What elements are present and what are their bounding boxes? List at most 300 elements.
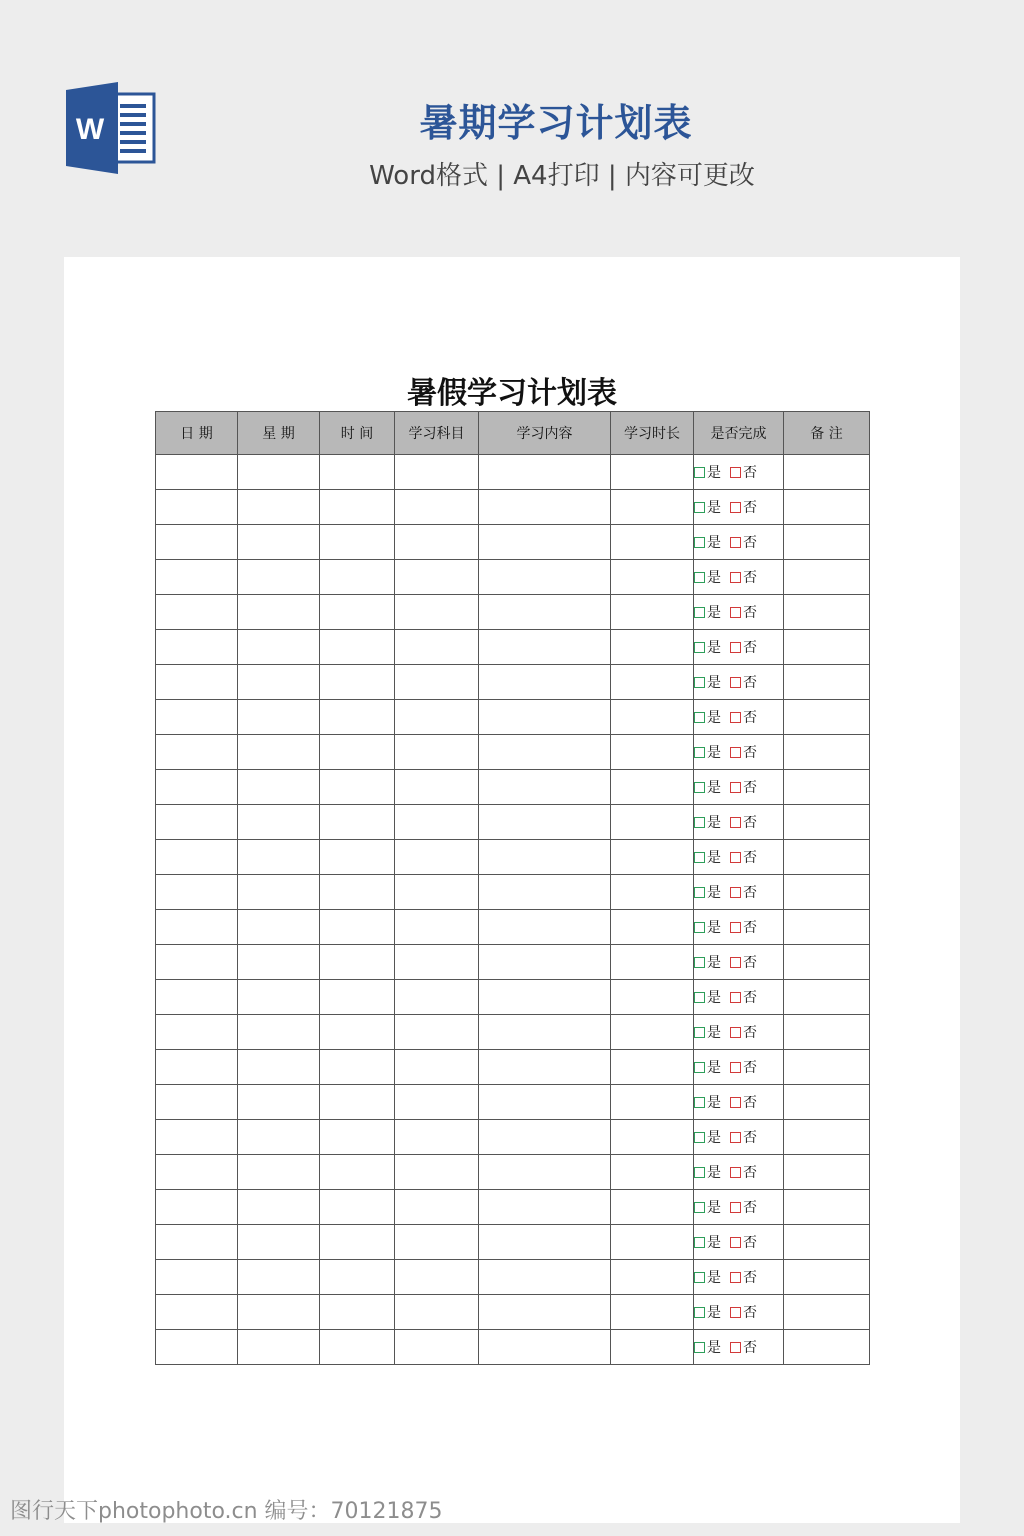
table-cell[interactable] (395, 665, 479, 700)
completion-cell (694, 840, 784, 875)
table-cell[interactable] (611, 1330, 694, 1365)
table-cell[interactable] (395, 1050, 479, 1085)
table-row (156, 630, 870, 665)
no-checkbox[interactable] (730, 1097, 741, 1108)
table-row (156, 1330, 870, 1365)
table-cell[interactable] (479, 1085, 611, 1120)
table-row (156, 1190, 870, 1225)
table-cell[interactable] (611, 665, 694, 700)
no-label: 否 (743, 850, 757, 866)
table-cell[interactable] (784, 1330, 870, 1365)
table-cell[interactable] (156, 735, 238, 770)
no-checkbox[interactable] (730, 537, 741, 548)
column-header-weekday: 星 期 (238, 412, 320, 455)
no-label: 否 (743, 920, 757, 936)
completion-cell (694, 980, 784, 1015)
table-cell[interactable] (395, 1155, 479, 1190)
table-row (156, 525, 870, 560)
yes-checkbox[interactable] (694, 502, 705, 513)
completion-cell (694, 910, 784, 945)
yes-label: 是 (707, 1235, 721, 1251)
table-cell[interactable] (611, 875, 694, 910)
no-checkbox[interactable] (730, 1272, 741, 1283)
table-cell[interactable] (320, 1015, 395, 1050)
table-cell[interactable] (611, 1225, 694, 1260)
table-cell[interactable] (395, 840, 479, 875)
table-cell[interactable] (320, 1050, 395, 1085)
table-cell[interactable] (238, 1260, 320, 1295)
table-cell[interactable] (611, 980, 694, 1015)
table-cell[interactable] (611, 1015, 694, 1050)
table-cell[interactable] (320, 805, 395, 840)
yes-label: 是 (707, 710, 721, 726)
table-cell[interactable] (395, 1190, 479, 1225)
table-cell[interactable] (784, 1015, 870, 1050)
table-cell[interactable] (479, 1330, 611, 1365)
table-cell[interactable] (611, 595, 694, 630)
table-cell[interactable] (479, 980, 611, 1015)
table-cell[interactable] (784, 1155, 870, 1190)
table-cell[interactable] (611, 1190, 694, 1225)
no-checkbox[interactable] (730, 1132, 741, 1143)
yes-checkbox[interactable] (694, 1097, 705, 1108)
yes-label: 是 (707, 955, 721, 971)
no-checkbox[interactable] (730, 782, 741, 793)
yes-checkbox[interactable] (694, 1132, 705, 1143)
table-cell[interactable] (320, 735, 395, 770)
table-cell[interactable] (320, 980, 395, 1015)
table-cell[interactable] (784, 630, 870, 665)
table-cell[interactable] (479, 735, 611, 770)
yes-checkbox[interactable] (694, 992, 705, 1003)
no-label: 否 (743, 1270, 757, 1286)
table-cell[interactable] (238, 455, 320, 490)
table-cell[interactable] (320, 1085, 395, 1120)
table-cell[interactable] (479, 770, 611, 805)
no-checkbox[interactable] (730, 607, 741, 618)
no-checkbox[interactable] (730, 852, 741, 863)
table-cell[interactable] (479, 1050, 611, 1085)
table-cell[interactable] (320, 490, 395, 525)
no-checkbox[interactable] (730, 817, 741, 828)
table-cell[interactable] (238, 595, 320, 630)
table-cell[interactable] (320, 1260, 395, 1295)
no-label: 否 (743, 605, 757, 621)
table-cell[interactable] (156, 1050, 238, 1085)
table-cell[interactable] (784, 1050, 870, 1085)
table-cell[interactable] (156, 700, 238, 735)
table-cell[interactable] (320, 560, 395, 595)
table-cell[interactable] (479, 805, 611, 840)
table-cell[interactable] (238, 1120, 320, 1155)
table-cell[interactable] (238, 945, 320, 980)
table-cell[interactable] (611, 1120, 694, 1155)
yes-label: 是 (707, 465, 721, 481)
table-cell[interactable] (395, 980, 479, 1015)
yes-checkbox[interactable] (694, 467, 705, 478)
no-label: 否 (743, 1235, 757, 1251)
table-cell[interactable] (156, 1260, 238, 1295)
table-cell[interactable] (395, 560, 479, 595)
table-cell[interactable] (395, 945, 479, 980)
table-cell[interactable] (238, 1190, 320, 1225)
table-row (156, 560, 870, 595)
document-title: 暑假学习计划表 (407, 376, 617, 411)
yes-checkbox[interactable] (694, 1027, 705, 1038)
table-cell[interactable] (784, 665, 870, 700)
table-row (156, 805, 870, 840)
table-cell[interactable] (611, 490, 694, 525)
no-checkbox[interactable] (730, 957, 741, 968)
table-cell[interactable] (156, 1155, 238, 1190)
table-cell[interactable] (156, 1015, 238, 1050)
yes-label: 是 (707, 1025, 721, 1041)
table-cell[interactable] (611, 910, 694, 945)
table-body (156, 455, 870, 1365)
table-cell[interactable] (320, 1120, 395, 1155)
yes-checkbox[interactable] (694, 1202, 705, 1213)
table-cell[interactable] (238, 1155, 320, 1190)
table-cell[interactable] (320, 770, 395, 805)
table-cell[interactable] (156, 595, 238, 630)
column-header-completed: 是否完成 (694, 412, 784, 455)
table-cell[interactable] (238, 910, 320, 945)
table-cell[interactable] (156, 525, 238, 560)
table-cell[interactable] (156, 1085, 238, 1120)
table-cell[interactable] (156, 1330, 238, 1365)
no-label: 否 (743, 1060, 757, 1076)
table-cell[interactable] (156, 805, 238, 840)
yes-checkbox[interactable] (694, 537, 705, 548)
table-cell[interactable] (395, 1225, 479, 1260)
table-cell[interactable] (320, 1190, 395, 1225)
completion-cell (694, 805, 784, 840)
table-cell[interactable] (784, 1085, 870, 1120)
completion-cell (694, 455, 784, 490)
yes-label: 是 (707, 990, 721, 1006)
table-cell[interactable] (611, 455, 694, 490)
table-cell[interactable] (320, 700, 395, 735)
table-cell[interactable] (238, 1085, 320, 1120)
column-header-content: 学习内容 (479, 412, 611, 455)
table-cell[interactable] (238, 490, 320, 525)
no-checkbox[interactable] (730, 642, 741, 653)
table-cell[interactable] (611, 735, 694, 770)
table-cell[interactable] (156, 980, 238, 1015)
table-row (156, 840, 870, 875)
table-cell[interactable] (238, 700, 320, 735)
table-cell[interactable] (320, 665, 395, 700)
yes-checkbox[interactable] (694, 1272, 705, 1283)
table-cell[interactable] (784, 525, 870, 560)
table-cell[interactable] (479, 1225, 611, 1260)
column-header-subject: 学习科目 (395, 412, 479, 455)
yes-checkbox[interactable] (694, 782, 705, 793)
table-cell[interactable] (479, 1295, 611, 1330)
no-checkbox[interactable] (730, 1027, 741, 1038)
table-cell[interactable] (784, 735, 870, 770)
table-cell[interactable] (238, 875, 320, 910)
table-cell[interactable] (784, 560, 870, 595)
table-cell[interactable] (156, 560, 238, 595)
no-checkbox[interactable] (730, 1167, 741, 1178)
table-cell[interactable] (479, 1190, 611, 1225)
table-row (156, 595, 870, 630)
table-cell[interactable] (395, 595, 479, 630)
no-label: 否 (743, 710, 757, 726)
column-header-duration: 学习时长 (611, 412, 694, 455)
no-checkbox[interactable] (730, 1342, 741, 1353)
table-cell[interactable] (156, 770, 238, 805)
yes-checkbox[interactable] (694, 747, 705, 758)
table-cell[interactable] (479, 1155, 611, 1190)
table-cell[interactable] (784, 700, 870, 735)
table-cell[interactable] (238, 840, 320, 875)
yes-label: 是 (707, 815, 721, 831)
table-cell[interactable] (320, 945, 395, 980)
no-label: 否 (743, 885, 757, 901)
yes-label: 是 (707, 780, 721, 796)
table-cell[interactable] (479, 490, 611, 525)
table-cell[interactable] (395, 490, 479, 525)
yes-label: 是 (707, 570, 721, 586)
table-cell[interactable] (479, 945, 611, 980)
table-cell[interactable] (156, 455, 238, 490)
table-cell[interactable] (395, 770, 479, 805)
plan-table (155, 411, 870, 1365)
completion-cell (694, 1295, 784, 1330)
yes-label: 是 (707, 1200, 721, 1216)
no-checkbox[interactable] (730, 467, 741, 478)
table-cell[interactable] (156, 875, 238, 910)
table-cell[interactable] (395, 1015, 479, 1050)
table-cell[interactable] (479, 630, 611, 665)
table-cell[interactable] (611, 840, 694, 875)
table-cell[interactable] (238, 1330, 320, 1365)
table-cell[interactable] (320, 1295, 395, 1330)
table-cell[interactable] (784, 805, 870, 840)
yes-checkbox[interactable] (694, 922, 705, 933)
table-cell[interactable] (479, 595, 611, 630)
yes-checkbox[interactable] (694, 677, 705, 688)
table-cell[interactable] (238, 980, 320, 1015)
table-cell[interactable] (479, 875, 611, 910)
table-cell[interactable] (238, 1225, 320, 1260)
svg-text:W: W (75, 113, 105, 146)
yes-checkbox[interactable] (694, 607, 705, 618)
table-cell[interactable] (395, 1330, 479, 1365)
table-cell[interactable] (156, 1190, 238, 1225)
table-row (156, 875, 870, 910)
no-checkbox[interactable] (730, 1237, 741, 1248)
yes-label: 是 (707, 1060, 721, 1076)
table-cell[interactable] (611, 805, 694, 840)
table-cell[interactable] (784, 1190, 870, 1225)
yes-checkbox[interactable] (694, 1307, 705, 1318)
table-cell[interactable] (611, 1050, 694, 1085)
table-cell[interactable] (479, 1015, 611, 1050)
table-cell[interactable] (320, 1225, 395, 1260)
no-checkbox[interactable] (730, 712, 741, 723)
table-cell[interactable] (320, 455, 395, 490)
no-label: 否 (743, 815, 757, 831)
table-cell[interactable] (784, 875, 870, 910)
yes-checkbox[interactable] (694, 642, 705, 653)
yes-checkbox[interactable] (694, 712, 705, 723)
table-cell[interactable] (156, 1120, 238, 1155)
no-checkbox[interactable] (730, 887, 741, 898)
table-cell[interactable] (320, 1330, 395, 1365)
table-cell[interactable] (395, 735, 479, 770)
table-cell[interactable] (395, 910, 479, 945)
table-cell[interactable] (238, 525, 320, 560)
table-cell[interactable] (395, 1120, 479, 1155)
table-cell[interactable] (395, 525, 479, 560)
table-cell[interactable] (238, 665, 320, 700)
table-cell[interactable] (611, 1085, 694, 1120)
table-row (156, 665, 870, 700)
table-row (156, 455, 870, 490)
no-label: 否 (743, 955, 757, 971)
table-cell[interactable] (395, 805, 479, 840)
table-cell[interactable] (784, 1260, 870, 1295)
table-cell[interactable] (395, 1085, 479, 1120)
table-row (156, 1155, 870, 1190)
table-cell[interactable] (611, 1155, 694, 1190)
table-cell[interactable] (611, 700, 694, 735)
no-checkbox[interactable] (730, 572, 741, 583)
table-cell[interactable] (395, 455, 479, 490)
table-cell[interactable] (784, 980, 870, 1015)
yes-label: 是 (707, 500, 721, 516)
yes-checkbox[interactable] (694, 1062, 705, 1073)
table-cell[interactable] (238, 735, 320, 770)
table-cell[interactable] (784, 1120, 870, 1155)
table-cell[interactable] (784, 1295, 870, 1330)
table-cell[interactable] (479, 840, 611, 875)
completion-cell (694, 945, 784, 980)
no-checkbox[interactable] (730, 1307, 741, 1318)
table-cell[interactable] (395, 875, 479, 910)
table-cell[interactable] (784, 595, 870, 630)
completion-cell (694, 700, 784, 735)
yes-label: 是 (707, 745, 721, 761)
completion-cell (694, 1085, 784, 1120)
table-cell[interactable] (320, 910, 395, 945)
no-checkbox[interactable] (730, 502, 741, 513)
table-cell[interactable] (395, 630, 479, 665)
yes-checkbox[interactable] (694, 887, 705, 898)
table-cell[interactable] (238, 1015, 320, 1050)
table-cell[interactable] (320, 1155, 395, 1190)
table-cell[interactable] (784, 1225, 870, 1260)
no-label: 否 (743, 675, 757, 691)
table-cell[interactable] (156, 910, 238, 945)
table-cell[interactable] (479, 910, 611, 945)
no-checkbox[interactable] (730, 1202, 741, 1213)
completion-cell (694, 1015, 784, 1050)
table-cell[interactable] (156, 665, 238, 700)
no-label: 否 (743, 1095, 757, 1111)
table-cell[interactable] (238, 560, 320, 595)
table-cell[interactable] (238, 630, 320, 665)
table-cell[interactable] (156, 490, 238, 525)
table-cell[interactable] (784, 770, 870, 805)
table-cell[interactable] (611, 630, 694, 665)
no-checkbox[interactable] (730, 992, 741, 1003)
table-cell[interactable] (320, 630, 395, 665)
table-cell[interactable] (479, 455, 611, 490)
no-checkbox[interactable] (730, 922, 741, 933)
yes-label: 是 (707, 1130, 721, 1146)
table-header-row (156, 412, 870, 455)
table-cell[interactable] (395, 700, 479, 735)
table-cell[interactable] (611, 770, 694, 805)
table-cell[interactable] (395, 1295, 479, 1330)
no-label: 否 (743, 640, 757, 656)
table-cell[interactable] (479, 700, 611, 735)
no-checkbox[interactable] (730, 677, 741, 688)
table-cell[interactable] (320, 875, 395, 910)
table-cell[interactable] (784, 945, 870, 980)
table-cell[interactable] (156, 1295, 238, 1330)
table-cell[interactable] (784, 490, 870, 525)
no-label: 否 (743, 1165, 757, 1181)
yes-checkbox[interactable] (694, 852, 705, 863)
table-cell[interactable] (238, 1295, 320, 1330)
table-cell[interactable] (156, 1225, 238, 1260)
yes-checkbox[interactable] (694, 1342, 705, 1353)
yes-checkbox[interactable] (694, 957, 705, 968)
table-cell[interactable] (238, 1050, 320, 1085)
table-cell[interactable] (479, 665, 611, 700)
table-cell[interactable] (479, 560, 611, 595)
completion-cell (694, 595, 784, 630)
table-cell[interactable] (611, 945, 694, 980)
table-cell[interactable] (611, 560, 694, 595)
completion-cell (694, 560, 784, 595)
table-cell[interactable] (156, 630, 238, 665)
yes-checkbox[interactable] (694, 1237, 705, 1248)
table-cell[interactable] (320, 595, 395, 630)
table-cell[interactable] (611, 1295, 694, 1330)
table-cell[interactable] (156, 840, 238, 875)
table-cell[interactable] (238, 805, 320, 840)
table-cell[interactable] (479, 525, 611, 560)
table-cell[interactable] (479, 1260, 611, 1295)
table-cell[interactable] (320, 525, 395, 560)
table-cell[interactable] (479, 1120, 611, 1155)
table-cell[interactable] (784, 910, 870, 945)
table-cell[interactable] (611, 525, 694, 560)
yes-label: 是 (707, 885, 721, 901)
yes-checkbox[interactable] (694, 817, 705, 828)
table-cell[interactable] (320, 840, 395, 875)
table-cell[interactable] (784, 840, 870, 875)
no-checkbox[interactable] (730, 1062, 741, 1073)
no-label: 否 (743, 990, 757, 1006)
table-cell[interactable] (611, 1260, 694, 1295)
table-cell[interactable] (395, 1260, 479, 1295)
yes-checkbox[interactable] (694, 1167, 705, 1178)
table-row (156, 980, 870, 1015)
table-cell[interactable] (156, 945, 238, 980)
table-cell[interactable] (784, 455, 870, 490)
yes-checkbox[interactable] (694, 572, 705, 583)
table-row (156, 700, 870, 735)
table-cell[interactable] (238, 770, 320, 805)
no-checkbox[interactable] (730, 747, 741, 758)
